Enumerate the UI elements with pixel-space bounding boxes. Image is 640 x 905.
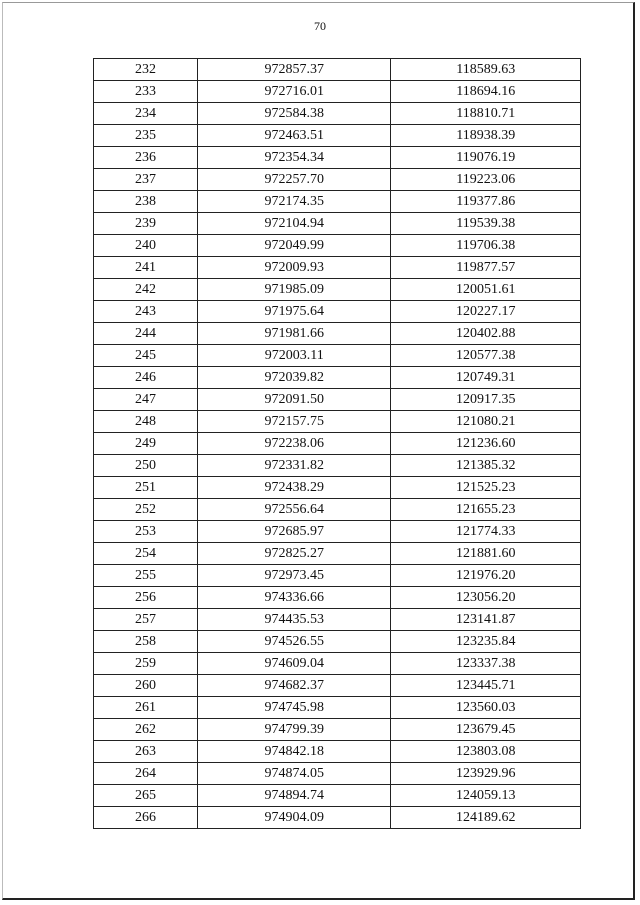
y-coordinate-cell: 121774.33 [391,521,581,543]
table-row [94,147,581,169]
y-coordinate-cell: 118810.71 [391,103,581,125]
point-number-cell: 250 [94,455,198,477]
point-number-cell: 249 [94,433,198,455]
x-coordinate-cell: 972174.35 [198,191,391,213]
y-coordinate-cell: 123056.20 [391,587,581,609]
point-number-cell: 266 [94,807,198,829]
point-number-cell: 237 [94,169,198,191]
y-coordinate-cell: 119377.86 [391,191,581,213]
table-row [94,785,581,807]
table-row [94,697,581,719]
y-coordinate-cell: 124059.13 [391,785,581,807]
point-number-cell: 240 [94,235,198,257]
table-row [94,301,581,323]
table-row [94,675,581,697]
x-coordinate-cell: 972104.94 [198,213,391,235]
x-coordinate-cell: 972438.29 [198,477,391,499]
point-number-cell: 233 [94,81,198,103]
y-coordinate-cell: 121236.60 [391,433,581,455]
x-coordinate-cell: 974435.53 [198,609,391,631]
point-number-cell: 235 [94,125,198,147]
point-number-cell: 242 [94,279,198,301]
point-number-cell: 243 [94,301,198,323]
y-coordinate-cell: 123337.38 [391,653,581,675]
y-coordinate-cell: 123445.71 [391,675,581,697]
y-coordinate-cell: 119539.38 [391,213,581,235]
x-coordinate-cell: 972039.82 [198,367,391,389]
x-coordinate-cell: 974682.37 [198,675,391,697]
table-row [94,587,581,609]
x-coordinate-cell: 974904.09 [198,807,391,829]
table-row [94,565,581,587]
y-coordinate-cell: 118589.63 [391,59,581,81]
y-coordinate-cell: 124189.62 [391,807,581,829]
x-coordinate-cell: 972157.75 [198,411,391,433]
x-coordinate-cell: 971975.64 [198,301,391,323]
y-coordinate-cell: 119076.19 [391,147,581,169]
point-number-cell: 259 [94,653,198,675]
x-coordinate-cell: 972354.34 [198,147,391,169]
table-row [94,741,581,763]
x-coordinate-cell: 974526.55 [198,631,391,653]
point-number-cell: 255 [94,565,198,587]
point-number-cell: 246 [94,367,198,389]
table-row [94,543,581,565]
point-number-cell: 254 [94,543,198,565]
point-number-cell: 245 [94,345,198,367]
y-coordinate-cell: 121385.32 [391,455,581,477]
y-coordinate-cell: 123560.03 [391,697,581,719]
x-coordinate-cell: 971985.09 [198,279,391,301]
x-coordinate-cell: 974745.98 [198,697,391,719]
x-coordinate-cell: 972238.06 [198,433,391,455]
x-coordinate-cell: 974609.04 [198,653,391,675]
point-number-cell: 251 [94,477,198,499]
y-coordinate-cell: 118938.39 [391,125,581,147]
coordinates-table-body [94,59,581,829]
y-coordinate-cell: 121881.60 [391,543,581,565]
x-coordinate-cell: 972091.50 [198,389,391,411]
x-coordinate-cell: 972257.70 [198,169,391,191]
x-coordinate-cell: 974842.18 [198,741,391,763]
x-coordinate-cell: 974874.05 [198,763,391,785]
x-coordinate-cell: 971981.66 [198,323,391,345]
y-coordinate-cell: 119877.57 [391,257,581,279]
y-coordinate-cell: 119223.06 [391,169,581,191]
table-row [94,389,581,411]
x-coordinate-cell: 972857.37 [198,59,391,81]
y-coordinate-cell: 120051.61 [391,279,581,301]
x-coordinate-cell: 972825.27 [198,543,391,565]
y-coordinate-cell: 121080.21 [391,411,581,433]
point-number-cell: 241 [94,257,198,279]
y-coordinate-cell: 121525.23 [391,477,581,499]
y-coordinate-cell: 120402.88 [391,323,581,345]
point-number-cell: 239 [94,213,198,235]
y-coordinate-cell: 120917.35 [391,389,581,411]
table-row [94,367,581,389]
table-row [94,763,581,785]
table-row [94,433,581,455]
table-row [94,59,581,81]
table-row [94,521,581,543]
point-number-cell: 264 [94,763,198,785]
point-number-cell: 257 [94,609,198,631]
point-number-cell: 247 [94,389,198,411]
table-row [94,169,581,191]
point-number-cell: 261 [94,697,198,719]
y-coordinate-cell: 119706.38 [391,235,581,257]
point-number-cell: 244 [94,323,198,345]
point-number-cell: 258 [94,631,198,653]
y-coordinate-cell: 123929.96 [391,763,581,785]
y-coordinate-cell: 120749.31 [391,367,581,389]
table-row [94,323,581,345]
table-row [94,279,581,301]
point-number-cell: 265 [94,785,198,807]
x-coordinate-cell: 972556.64 [198,499,391,521]
x-coordinate-cell: 972685.97 [198,521,391,543]
x-coordinate-cell: 972009.93 [198,257,391,279]
x-coordinate-cell: 972463.51 [198,125,391,147]
point-number-cell: 236 [94,147,198,169]
point-number-cell: 253 [94,521,198,543]
table-row [94,191,581,213]
x-coordinate-cell: 972003.11 [198,345,391,367]
coordinates-table [93,58,581,829]
table-row [94,807,581,829]
x-coordinate-cell: 972331.82 [198,455,391,477]
table-row [94,125,581,147]
y-coordinate-cell: 123141.87 [391,609,581,631]
y-coordinate-cell: 121655.23 [391,499,581,521]
page-number: 70 [314,19,326,33]
point-number-cell: 263 [94,741,198,763]
x-coordinate-cell: 972049.99 [198,235,391,257]
x-coordinate-cell: 972973.45 [198,565,391,587]
table-row [94,257,581,279]
point-number-cell: 238 [94,191,198,213]
table-row [94,719,581,741]
y-coordinate-cell: 120577.38 [391,345,581,367]
table-row [94,631,581,653]
y-coordinate-cell: 123679.45 [391,719,581,741]
point-number-cell: 256 [94,587,198,609]
x-coordinate-cell: 972716.01 [198,81,391,103]
table-row [94,499,581,521]
y-coordinate-cell: 120227.17 [391,301,581,323]
table-row [94,455,581,477]
y-coordinate-cell: 123803.08 [391,741,581,763]
table-row [94,235,581,257]
x-coordinate-cell: 972584.38 [198,103,391,125]
y-coordinate-cell: 121976.20 [391,565,581,587]
x-coordinate-cell: 974336.66 [198,587,391,609]
point-number-cell: 260 [94,675,198,697]
point-number-cell: 248 [94,411,198,433]
table-row [94,609,581,631]
x-coordinate-cell: 974799.39 [198,719,391,741]
table-row [94,213,581,235]
y-coordinate-cell: 118694.16 [391,81,581,103]
point-number-cell: 262 [94,719,198,741]
y-coordinate-cell: 123235.84 [391,631,581,653]
table-row [94,411,581,433]
table-row [94,653,581,675]
table-row [94,103,581,125]
table-row [94,345,581,367]
point-number-cell: 252 [94,499,198,521]
x-coordinate-cell: 974894.74 [198,785,391,807]
table-row [94,81,581,103]
point-number-cell: 234 [94,103,198,125]
point-number-cell: 232 [94,59,198,81]
table-row [94,477,581,499]
